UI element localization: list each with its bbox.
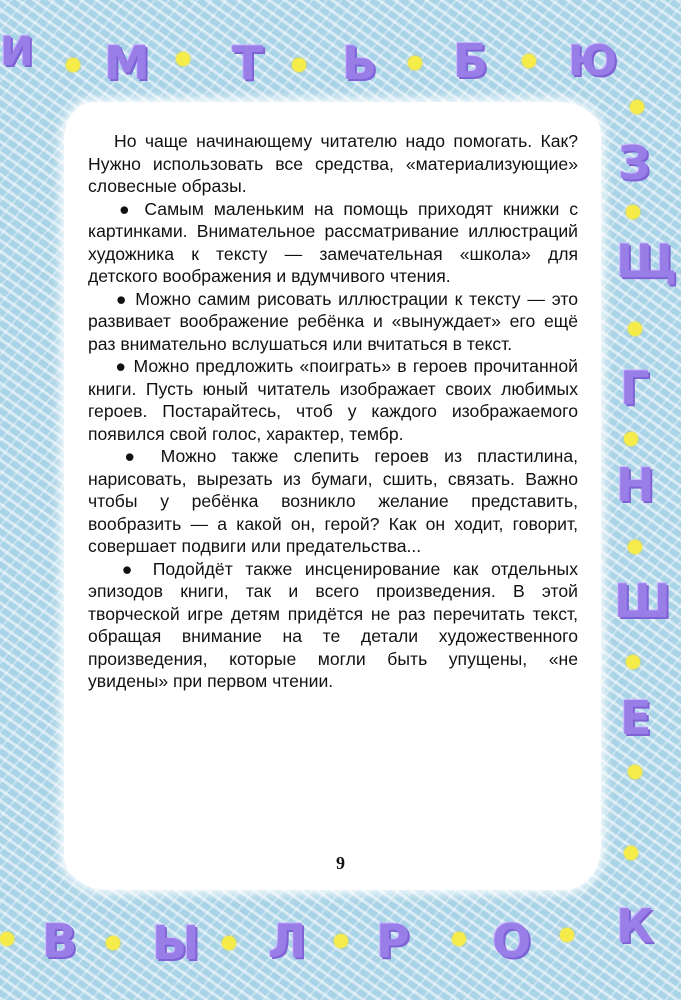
border-dot [408,56,422,70]
body-text [88,130,578,693]
border-letter: Л [268,914,307,968]
border-letter: Ю [568,36,618,85]
border-dot [106,936,120,950]
border-letter: Б [453,34,489,88]
paragraph-text: Можно самим рисовать иллюстрации к тексту — это развивает воображение ребёнка и «вынуждает» его ещё раз внимательно вслушаться или вчитаться в текст. [88,288,578,354]
bullet-icon: ● [114,446,146,466]
border-dot [626,655,640,669]
border-letter: Щ [616,234,677,288]
bullet-paragraph [88,198,578,288]
border-dot [452,932,466,946]
bullet-icon: ● [114,356,128,376]
border-letter: З [618,136,651,190]
paragraph-text: Но чаще начинающему читателю надо помогать. Как? Нужно использовать все средства, «материализующие» словесные образы. [88,131,578,196]
paragraph-text: Самым маленьким на помощь приходят книжки с картинками. Внимательное рассматривание иллюстраций художника к тексту — замечательная «школа» для детского воображения и вдумчивого чтения. [88,198,578,286]
border-letter: Е [620,691,652,745]
border-dot [292,58,306,72]
border-letter: Н [616,458,655,512]
border-dot [630,100,644,114]
border-letter: Р [376,914,410,968]
paragraph-text: Можно предложить «поиграть» в героев прочитанной книги. Пусть юный читатель изображает своих любимых героев. Постарайтесь, чтоб у каждого изображаемого появился свой голос, характер, тембр. [88,356,578,444]
border-letter: М [104,36,150,90]
border-dot [626,205,640,219]
border-dot [334,934,348,948]
paragraph [88,130,578,198]
border-letter: Ы [152,916,200,970]
bullet-paragraph [88,355,578,445]
paragraph-text: Подойдёт также инсценирование как отдельных эпизодов книги, так и всего произведения. В этой творческой игре детям придётся не раз перечитать текст, обращая внимание на те детали художественного произведения, которые могли быть упущены, «не увидены» при первом чтении. [88,558,578,691]
border-dot [66,58,80,72]
border-letter: Т [232,36,264,90]
border-letter: Ш [614,574,671,628]
border-dot [522,54,536,68]
page-number: 9 [336,853,345,873]
border-dot [628,765,642,779]
border-letter: Ь [342,36,378,90]
bullet-icon: ● [114,288,129,309]
border-dot [628,540,642,554]
bullet-paragraph [88,558,578,693]
border-letter: В [42,914,78,968]
paragraph-text: Можно также слепить героев из пластилина, нарисовать, вырезать из бумаги, сшить, связать. Важно чтобы у ребёнка возникло желание представить, вообразить — а какой он, герой? Как он ходит, говорит, совершает подвиги или предательства... [88,446,578,556]
bullet-paragraph [88,288,578,356]
border-dot [628,322,642,336]
border-dot [176,52,190,66]
border-letter: О [492,914,532,968]
bullet-icon: ● [114,198,135,219]
border-dot [0,932,14,946]
bullet-paragraph [88,445,578,558]
border-letter: И [0,29,34,75]
border-dot [624,432,638,446]
bullet-icon: ● [114,558,141,579]
border-letter: Г [620,361,650,415]
border-dot [560,928,574,942]
border-dot [222,936,236,950]
border-letter: К [616,899,654,953]
